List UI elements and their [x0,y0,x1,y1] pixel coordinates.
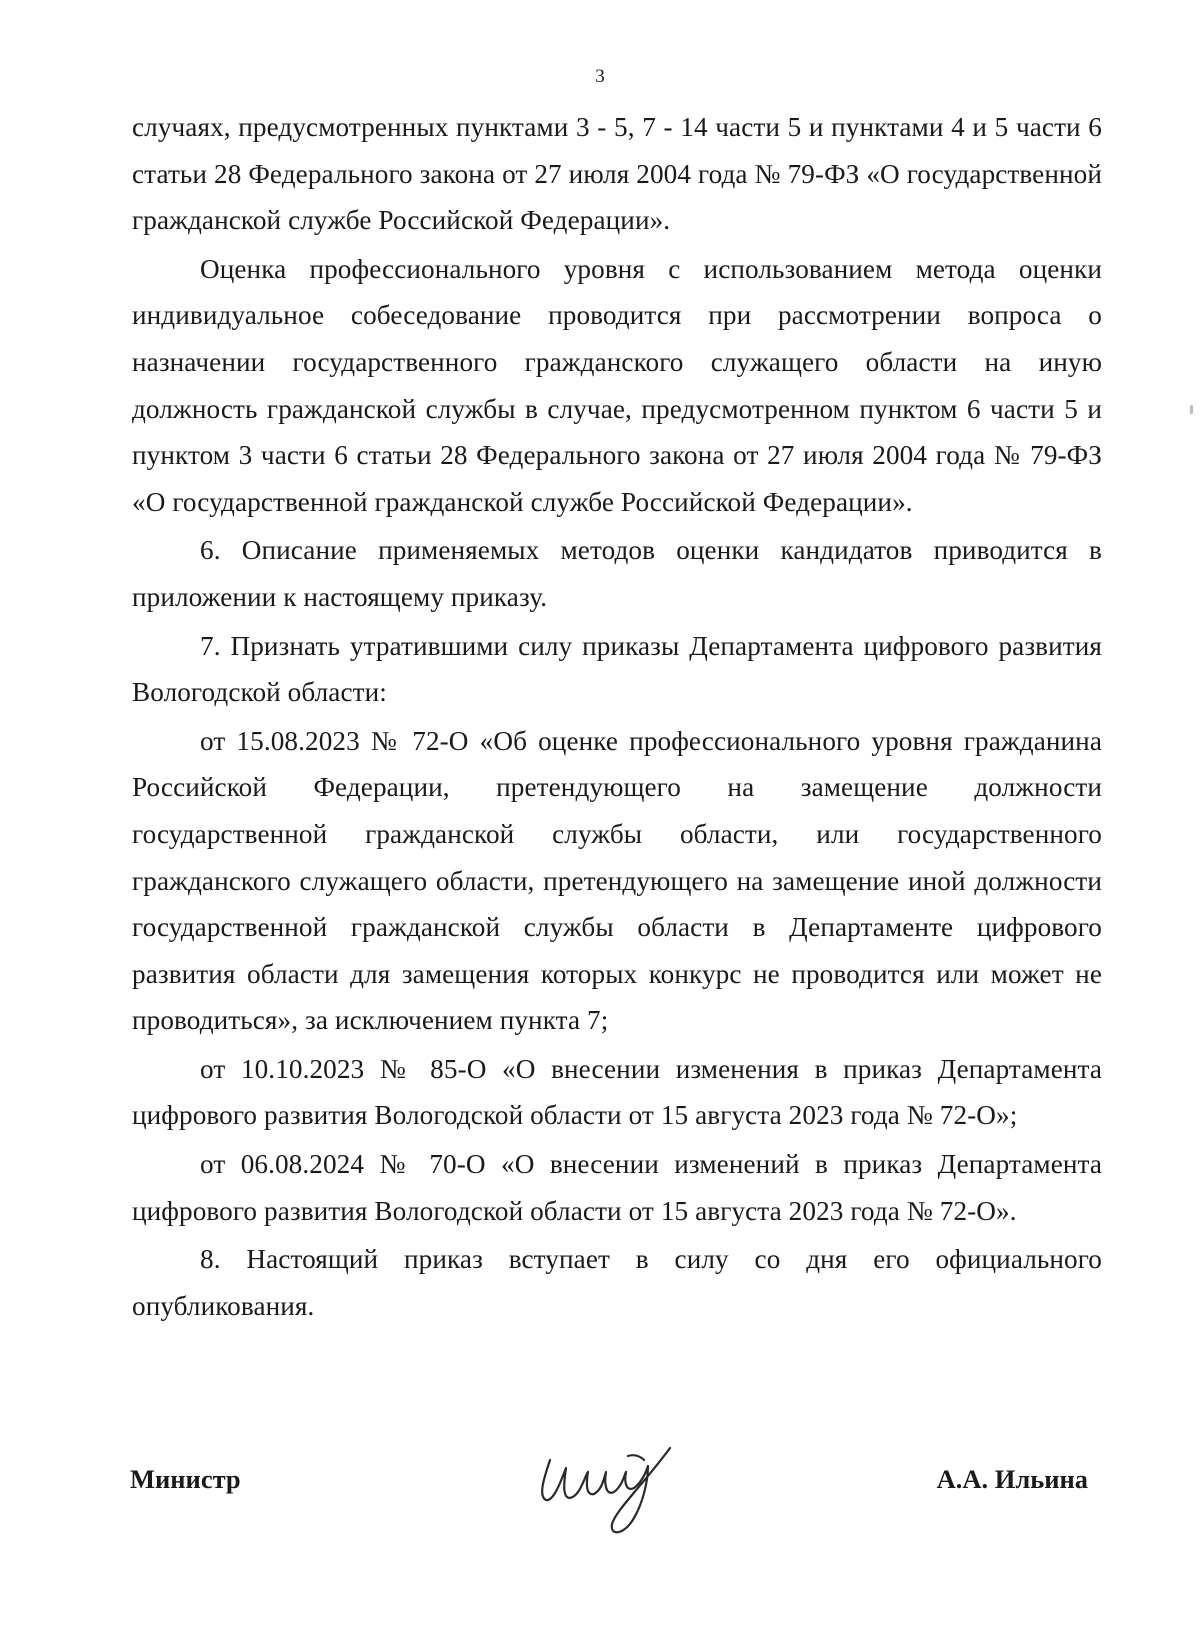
paragraph-item-6: 6. Описание применяемых методов оценки кандидатов приводится в приложении к настоящему приказу. [132,535,1102,612]
signer-name: А.А. Ильина [936,1464,1088,1494]
document-body [132,104,1102,1331]
paragraph-order-72: от 15.08.2023 № 72-О «Об оценке профессионального уровня гражданина Российской Федерации, претендующего на замещение должности государственной гражданской службы области, или государственного гражданского служащего области, претендующего на замещение иной должности государственной гражданской службы области в Департаменте цифрового развития области для замещения которых конкурс не проводится или может не проводиться», за исключением пункта 7; [132,725,1102,1036]
paragraph-interview-assessment: Оценка профессионального уровня с использованием метода оценки индивидуальное собеседование проводится при рассмотрении вопроса о назначении государственного гражданского служащего области на иную должность гражданской службы в случае, предусмотренном пунктом 6 части 5 и пунктом 3 части 6 статьи 28 Федерального закона от 27 июля 2004 года № 79-ФЗ «О государственной гражданской службе Российской Федерации». [132,253,1102,517]
signature-block [130,1450,1088,1570]
page-number: 3 [595,66,605,87]
paragraph-item-8: 8. Настоящий приказ вступает в силу со дня его официального опубликования. [132,1244,1102,1321]
paragraph-order-70: от 06.08.2024 № 70-О «О внесении изменений в приказ Департамента цифрового развития Вологодской области от 15 августа 2023 года № 72-О». [132,1149,1102,1226]
paragraph-continuation: случаях, предусмотренных пунктами 3 - 5, 7 - 14 части 5 и пунктами 4 и 5 части 6 статьи 28 Федерального закона от 27 июля 2004 года № 79-ФЗ «О государственной гражданской службе Российской Федерации». [132,112,1102,236]
paragraph-order-85: от 10.10.2023 № 85-О «О внесении изменения в приказ Департамента цифрового развития Вологодской области от 15 августа 2023 года № 72-О»; [132,1053,1102,1131]
handwritten-signature [530,1438,690,1548]
paragraph-item-7: 7. Признать утратившими силу приказы Департамента цифрового развития Вологодской области: [132,630,1102,708]
signer-title: Министр [130,1464,241,1494]
scan-artifact [1190,405,1193,414]
